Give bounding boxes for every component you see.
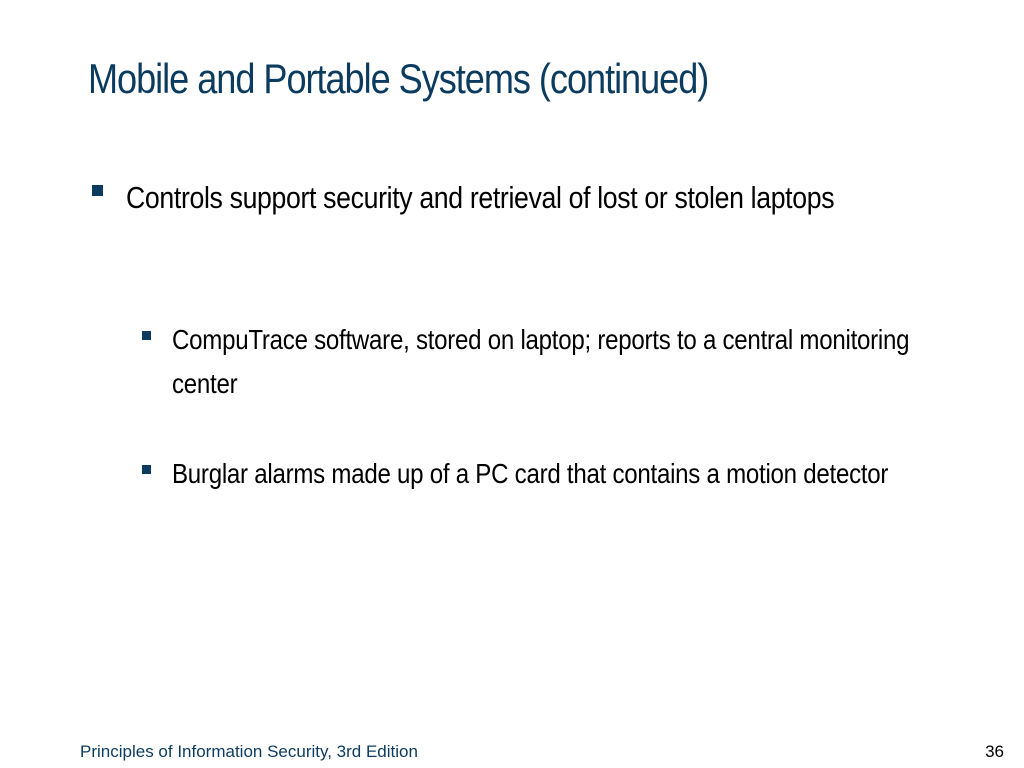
bullet-text: Controls support security and retrieval of lost or stolen laptops bbox=[126, 180, 835, 215]
square-bullet-icon bbox=[142, 331, 151, 340]
square-bullet-icon bbox=[92, 185, 103, 196]
bullet-text: Burglar alarms made up of a PC card that contains a motion detector bbox=[172, 458, 889, 489]
bullet-item-level-1 bbox=[126, 170, 1024, 225]
bullet-item-level-2 bbox=[172, 452, 1024, 496]
bullet-text: CompuTrace software, stored on laptop; reports to a central monitoring center bbox=[172, 324, 910, 399]
bullet-item-level-2 bbox=[172, 318, 1024, 406]
square-bullet-icon bbox=[142, 465, 151, 474]
slide-title: Mobile and Portable Systems (continued) bbox=[88, 55, 709, 102]
footer-book-title: Principles of Information Security, 3rd Edition bbox=[80, 742, 418, 761]
slide-number: 36 bbox=[985, 742, 1004, 761]
